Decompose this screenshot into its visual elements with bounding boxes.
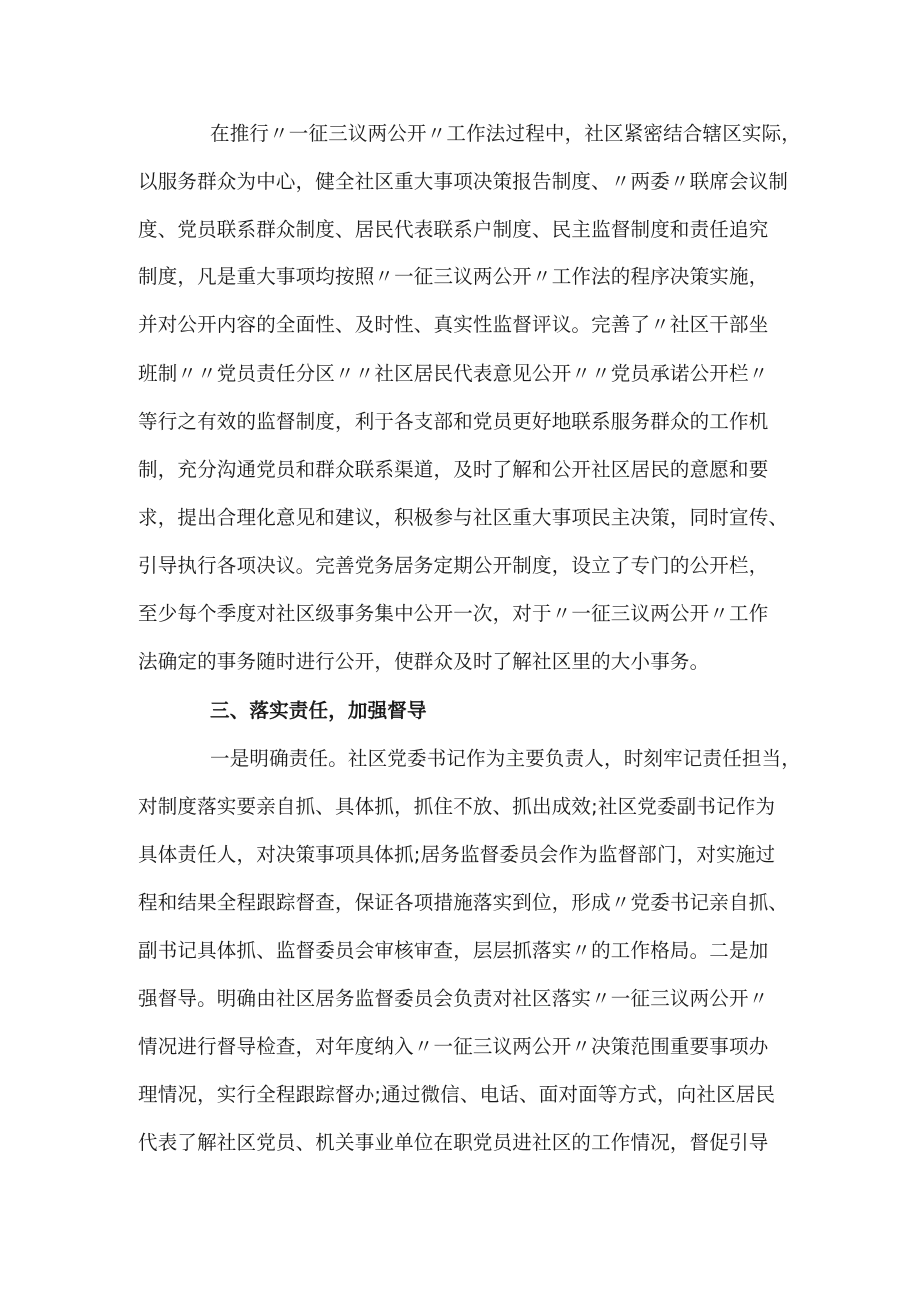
paragraph1-line: 至少每个季度对社区级事务集中公开一次，对于〃一征三议两公开〃工作 [138,602,769,625]
paragraph2-line: 一是明确责任。社区党委书记作为主要负责人，时刻牢记责任担当， [210,747,802,770]
paragraph1-line: 并对公开内容的全面性、及时性、真实性监督评议。完善了〃社区干部坐 [138,313,769,336]
paragraph2-line: 副书记具体抓、监督委员会审核审查，层层抓落实〃的工作格局。二是加 [138,939,769,962]
paragraph1-line: 制度，凡是重大事项均按照〃一征三议两公开〃工作法的程序决策实施， [138,265,769,288]
paragraph1-line: 引导执行各项决议。完善党务居务定期公开制度，设立了专门的公开栏， [138,554,769,577]
paragraph1-line: 班制〃〃党员责任分区〃〃社区居民代表意见公开〃〃党员承诺公开栏〃 [138,362,769,385]
section-heading: 三、落实责任，加强督导 [210,699,427,722]
paragraph1-line: 以服务群众为中心，健全社区重大事项决策报告制度、〃两委〃联席会议制 [138,170,789,193]
paragraph2-line: 理情况，实行全程跟踪督办;通过微信、电话、面对面等方式，向社区居民 [138,1083,776,1106]
paragraph1-line: 度、党员联系群众制度、居民代表联系户制度、民主监督制度和责任追究 [138,218,769,241]
paragraph2-line: 具体责任人，对决策事项具体抓;居务监督委员会作为监督部门，对实施过 [138,843,776,866]
paragraph1-line: 制，充分沟通党员和群众联系渠道，及时了解和公开社区居民的意愿和要 [138,458,769,481]
paragraph1-line: 等行之有效的监督制度，利于各支部和党员更好地联系服务群众的工作机 [138,410,769,433]
paragraph2-line: 程和结果全程跟踪督查，保证各项措施落实到位，形成〃党委书记亲自抓、 [138,891,789,914]
paragraph1-line: 在推行〃一征三议两公开〃工作法过程中，社区紧密结合辖区实际， [210,122,802,145]
paragraph1-line: 法确定的事务随时进行公开，使群众及时了解社区里的大小事务。 [138,650,710,673]
paragraph1-line: 求，提出合理化意见和建议，积极参与社区重大事项民主决策，同时宣传、 [138,506,789,529]
paragraph2-line: 代表了解社区党员、机关事业单位在职党员进社区的工作情况，督促引导 [138,1131,769,1154]
paragraph2-line: 对制度落实要亲自抓、具体抓，抓住不放、抓出成效;社区党委副书记作为 [138,795,776,818]
paragraph2-line: 情况进行督导检查，对年度纳入〃一征三议两公开〃决策范围重要事项办 [138,1035,769,1058]
paragraph2-line: 强督导。明确由社区居务监督委员会负责对社区落实〃一征三议两公开〃 [138,987,769,1010]
